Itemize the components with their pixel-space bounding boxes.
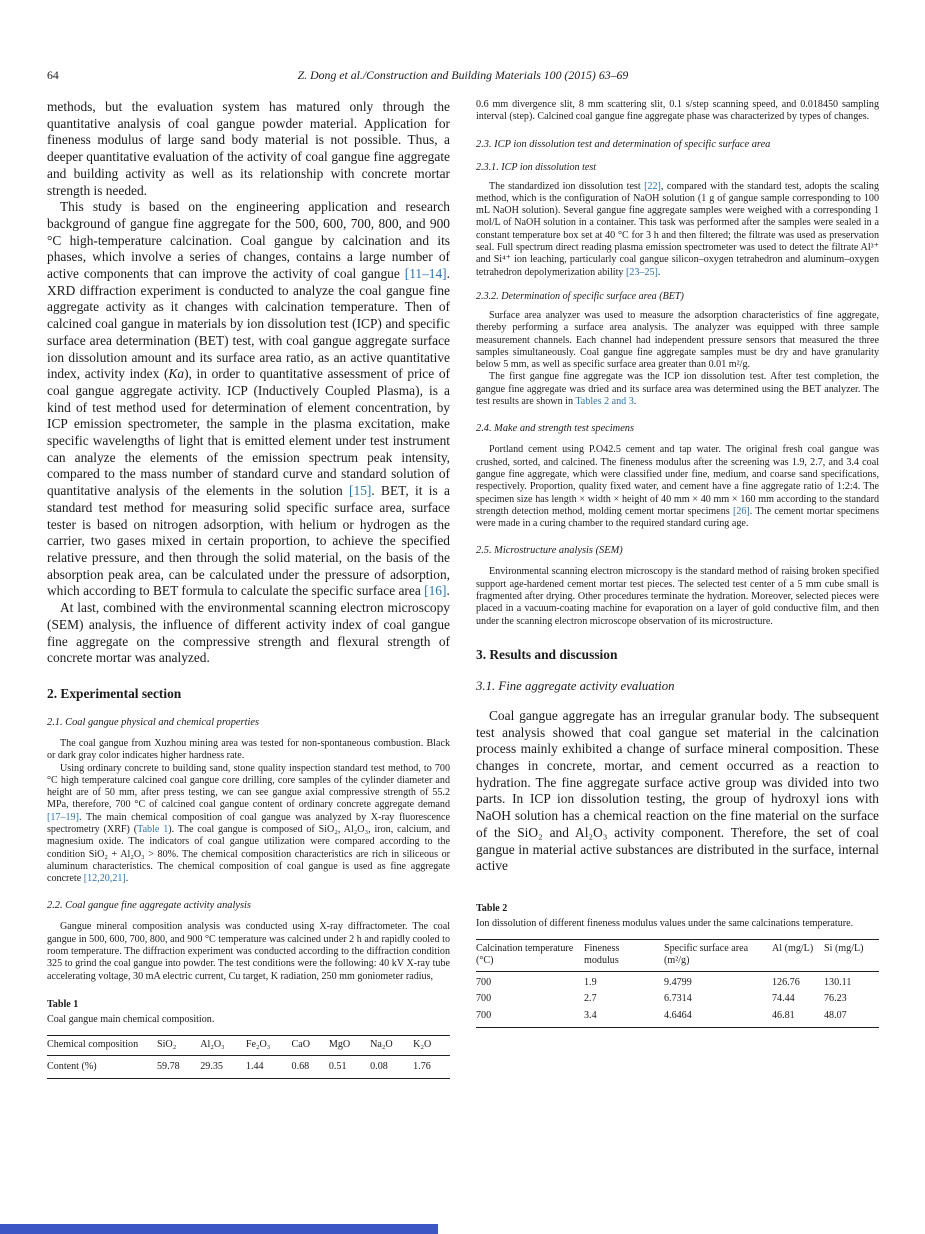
text-run: . XRD diffraction experiment is conducted to analyze the coal gangue fine aggregate activity as it changes with calcination temperature. Then of calcined coal gangue in materials by ion dissolution test (ICP) and specific surface area determination (BET) test, with coal gangue aggregate surface ion dissolution amount and its surface area ratio, as an active quantitative index, activity index ( [47,266,450,382]
table-cell: 1.44 [245,1060,264,1072]
text-run: The coal gangue from Xuzhou mining area was tested for non-spontaneous combustion. Black or dark gray color indicates higher hardness rate. [47,737,450,762]
section-heading: 2.3.2. Determination of specific surface area (BET) [476,290,684,302]
text-run: At last, combined with the environmental scanning electron microscopy (SEM) analysis, the influence of different activity index of coal gangue fine aggregate on the compressive strength and flexural strength of concrete mortar was analyzed. [47,600,450,666]
text-run: . [446,583,450,599]
text-run: . [125,873,129,885]
table-cell: 48.07 [824,1009,847,1021]
column-header: Calcination temperature (°C) [476,939,584,972]
paragraph [47,763,450,886]
column-header: Specific surface area (m²/g) [664,939,772,972]
text-run: . The main chemical composition of coal gangue was analyzed by X-ray fluorescence spectrometry (XRF) ( [47,811,450,835]
column-header: Na₂O [370,1035,413,1055]
paragraph [476,444,879,530]
table-cell: 4.6464 [664,1009,692,1021]
citation-link[interactable]: [22] [644,180,661,192]
table-cell: 76.23 [824,993,847,1005]
text-run: Ka [168,366,185,382]
table-cell: 1.9 [584,977,597,989]
paragraph [47,600,450,667]
table-2-grid [476,939,879,1028]
section-heading: 2.2. Coal gangue fine aggregate activity analysis [47,900,251,912]
text-run: ). The coal gangue is composed of SiO₂, Al₂O₃, iron, calcium, and magnesium oxide. The indicators of coal gangue utilization were compared according to the condition SiO₂ + Al₂O₃ > 80%. The chemical composition characteristics are rich in siliceous or aluminum characteristics. The chemical composition of coal gangue is used as fine aggregate concrete [47,823,450,885]
citation-link[interactable]: [11–14] [404,266,447,282]
table-row [476,991,879,1007]
table-cell: 9.4799 [664,977,692,989]
table-cell: Content (%) [47,1060,97,1072]
paragraph [476,310,879,371]
text-run: . [633,396,637,408]
right-column [476,99,879,1028]
table-cell: 1.76 [413,1060,431,1072]
text-run: Using ordinary concrete to building sand, stone quality inspection standard test method, to 700 °C high temperature calcined coal gangue core drilling, core samples of the cylinder diameter and height are of 50 mm, after press testing, we can see gangue axial compressive strength of 55.2 MPa, therefore, 700 °C of calcined coal gangue content of ordinary concrete aggregate demand [47,762,450,811]
table-cell: 700 [476,1009,492,1021]
table-1 [47,999,450,1079]
column-header: Si (mg/L) [824,939,879,972]
table-row [476,1008,879,1028]
table-cell: 0.68 [291,1060,310,1072]
section-heading: 2.3.1. ICP ion dissolution test [476,161,597,173]
table-cell: 59.78 [157,1060,180,1072]
table-cell: 3.4 [584,1009,597,1021]
text-run: The first gangue fine aggregate was the ICP ion dissolution test. After test completion, the gangue fine aggregate was dried and its surface area was determined using the BET analyzer. The test results are shown in [476,371,879,408]
text-run: Portland cement using P.O42.5 cement and tap water. The original fresh coal gangue was crushed, sorted, and calcined. The fineness modulus after the screening was 1.9, 2.7, and 3.4 coal gangue fine aggregate, which were classified under fine, medium, and coarse sand specifications, respectively. Proportion, quality fixed water, and cement have a fine aggregate ratio of 1:2:4. The specimen size has length × width × height of 40 mm × 40 mm × 160 mm according to the standard strength detection method, molding cement mortar specimens [476,444,879,517]
section-heading: 3. Results and discussion [476,646,618,662]
column-header: SiO₂ [157,1035,200,1055]
section-heading: 2.3. ICP ion dissolution test and determination of specific surface area [476,138,771,150]
citation-link[interactable]: Tables 2 and 3 [575,396,634,408]
table-cell: 29.35 [200,1060,223,1072]
table-header-row [47,1035,450,1055]
citation-link[interactable]: Table 1 [137,823,169,835]
table-2 [476,903,879,1028]
column-header: Al (mg/L) [772,939,824,972]
section-heading: 2.4. Make and strength test specimens [476,423,635,435]
text-run: 0.6 mm divergence slit, 8 mm scattering slit, 0.1 s/step scanning speed, and 0.018450 sampling interval (step). Calcined coal gangue fine aggregate phase was characterized by types of changes. [476,99,879,123]
table-caption: Ion dissolution of different fineness modulus values under the same calcinations temperature. [476,918,854,930]
paragraph [476,566,879,627]
column-header: Chemical composition [47,1035,157,1055]
column-header: Fe₂O₃ [246,1035,292,1055]
page-header [47,68,879,86]
column-header: CaO [292,1035,329,1055]
section-heading: 2. Experimental section [47,685,182,701]
citation-link[interactable]: [17–19] [47,811,79,823]
paragraph [47,199,450,600]
column-header: K₂O [413,1035,450,1055]
citation-link[interactable]: [16] [424,583,447,599]
table-caption: Coal gangue main chemical composition. [47,1014,215,1026]
paragraph [476,371,879,408]
bottom-blue-bar [0,1224,438,1234]
citation-link[interactable]: [12,20,21] [83,873,126,885]
paragraph [476,99,879,124]
page-number: 64 [47,68,59,82]
citation-link[interactable]: [26] [732,505,750,517]
table-cell: 0.08 [370,1060,388,1072]
section-heading: 2.1. Coal gangue physical and chemical properties [47,716,260,728]
text-run: Environmental scanning electron microscopy is the standard method of raising broken specified support age-hardened cement mortar test pieces. The selected test center of a 5 mm cube small is fragmented after drying. Other procedures terminate the hydration. Moreover, selected pieces were placed in a vacuum-coating machine for evaporation on a layer of gold conductive film, and then under the scanning electron microscope observation of its microstructure. [476,566,879,627]
left-column [47,99,450,1079]
text-run: Gangue mineral composition analysis was conducted using X-ray diffractometer. The coal gangue in 500, 600, 700, 800, and 900 °C temperature was calcined under 2 h and rapidly cooled to room temperature. The diffraction experiment was conducted according to the diffraction condition 325 to grind the coal gangue into powder. The test conditions were the following: 40 kV X-ray tube accelerating voltage, 30 mA electric current, Cu target, K radiation, 250 mm goniometer radius, [47,921,450,982]
text-run: This study is based on the engineering application and research background of gangue fine aggregate for the 500, 600, 700, 800, and 900 °C high-temperature calcination. Coal gangue by calcination and its phases, which involve a series of changes, contains a large number of active components that can improve the activity of coal gangue [47,199,450,282]
paragraph [47,921,450,982]
text-run: methods, but the evaluation system has matured only through the quantitative analysis of coal gangue powder material. Application for fineness modulus of large sand body material is not possible. Thus, a deeper quantitative evaluation of the activity of coal gangue fine aggregate and building activity as well as its relationship with concrete mortar strength is needed. [47,99,450,198]
paragraph [47,738,450,763]
table-header-row [476,939,879,972]
paragraph [476,181,879,279]
table-cell: 2.7 [584,993,597,1005]
running-title: Z. Dong et al./Construction and Building Materials 100 (2015) 63–69 [297,68,629,82]
table-cell: 46.81 [772,1009,795,1021]
text-run: Coal gangue aggregate has an irregular granular body. The subsequent test analysis showed that coal gangue set material in the calcination process mainly exhibited a change of surface mineral composition. These changes in concrete, mortar, and cement occurred as a reaction to hydration. The fine aggregate surface active group was divided into two parts. In ICP ion dissolution testing, the group of hydroxyl ions with NaOH solution has a chemical reaction on the fine material on the surface of the SiO₂ and Al₂O₃ activity component. Therefore, the set of coal gangue in material active substances are distributed in the surface, internal active [476,707,879,874]
paragraph [476,708,879,875]
table-row [47,1055,450,1078]
table-cell: 700 [476,977,492,989]
table-cell: 0.51 [328,1060,347,1072]
citation-link[interactable]: [23–25] [625,266,658,278]
text-run: . [657,266,661,278]
citation-link[interactable]: [15] [349,483,372,499]
section-heading: 2.5. Microstructure analysis (SEM) [476,545,623,557]
table-cell: 126.76 [772,977,800,989]
table-cell: 74.44 [772,993,795,1005]
text-run: . BET, it is a standard test method for measuring solid specific surface area, surface tester is based on nitrogen adsorption, with helium or hydrogen as the carrier, two gases mixed in certain proportion, to achieve the specified relative pressure, and then through the solid material, on the basis of the absorption peak area, can be calculated under the pressure of adsorption, which according to BET formula to calculate the specific surface area [47,483,450,599]
paragraph [47,99,450,199]
table-1-grid [47,1035,450,1080]
column-header: Fineness modulus [584,939,664,972]
text-run: Surface area analyzer was used to measure the adsorption characteristics of fine aggregate, thereby performing a surface area analysis. The analyzer was equipped with three sample measurement channels. Each channel had independent pressure sensors that measured the three samples simultaneously. Coal gangue fine aggregate samples must be dry and have granularity below 5 mm, as well as specific surface area greater than 0.01 m²/g. [476,309,879,371]
table-label: Table 2 [476,902,508,914]
section-heading: 3.1. Fine aggregate activity evaluation [476,678,675,693]
text-run: . The cement mortar specimens were made in a curing chamber to the required standard curing age. [476,505,879,530]
table-cell: 6.7314 [664,993,692,1005]
table-cell: 130.11 [824,977,852,989]
text-run: , compared with the standard test, adopts the scaling method, which is the configuration of NaOH solution (1 g of gangue sample corresponding to 100 mL NaOH solution). Several gangue fine aggregate samples were weighed with a corresponding 1 mol/L of NaOH solution in a container. This task was performed after the samples were sealed in a constant temperature box set at 40 °C for 3 h and then filtered; the filtrate was used as preservation seal. Full spectrum direct reading plasma emission spectrometer was used to detect the filtrate Al³⁺ and Si⁴⁺ ion leaching, particularly coal gangue silicon–oxygen tetrahedron and aluminum–oxygen tetrahedron depolymerization ability [476,180,879,278]
table-cell: 700 [476,993,492,1005]
table-label: Table 1 [47,998,79,1010]
column-header: Al₂O₃ [200,1035,246,1055]
text-run: ), in order to quantitative assessment of price of coal gangue aggregate activity. ICP (Inductively Coupled Plasma), is a kind of test method used for determination of element concentration, by ICP emission spectrometer, the sample in the plasma excitation, make specific wavelengths of light that is emitted element under test instrument can analyze the elements of the emission spectrum peak intensity, compared to the mass number of standard curve and standard solution of quantitative analysis of the elements in the solution [47,366,450,499]
table-row [476,972,879,992]
text-run: The standardized ion dissolution test [489,180,645,192]
column-header: MgO [329,1035,370,1055]
